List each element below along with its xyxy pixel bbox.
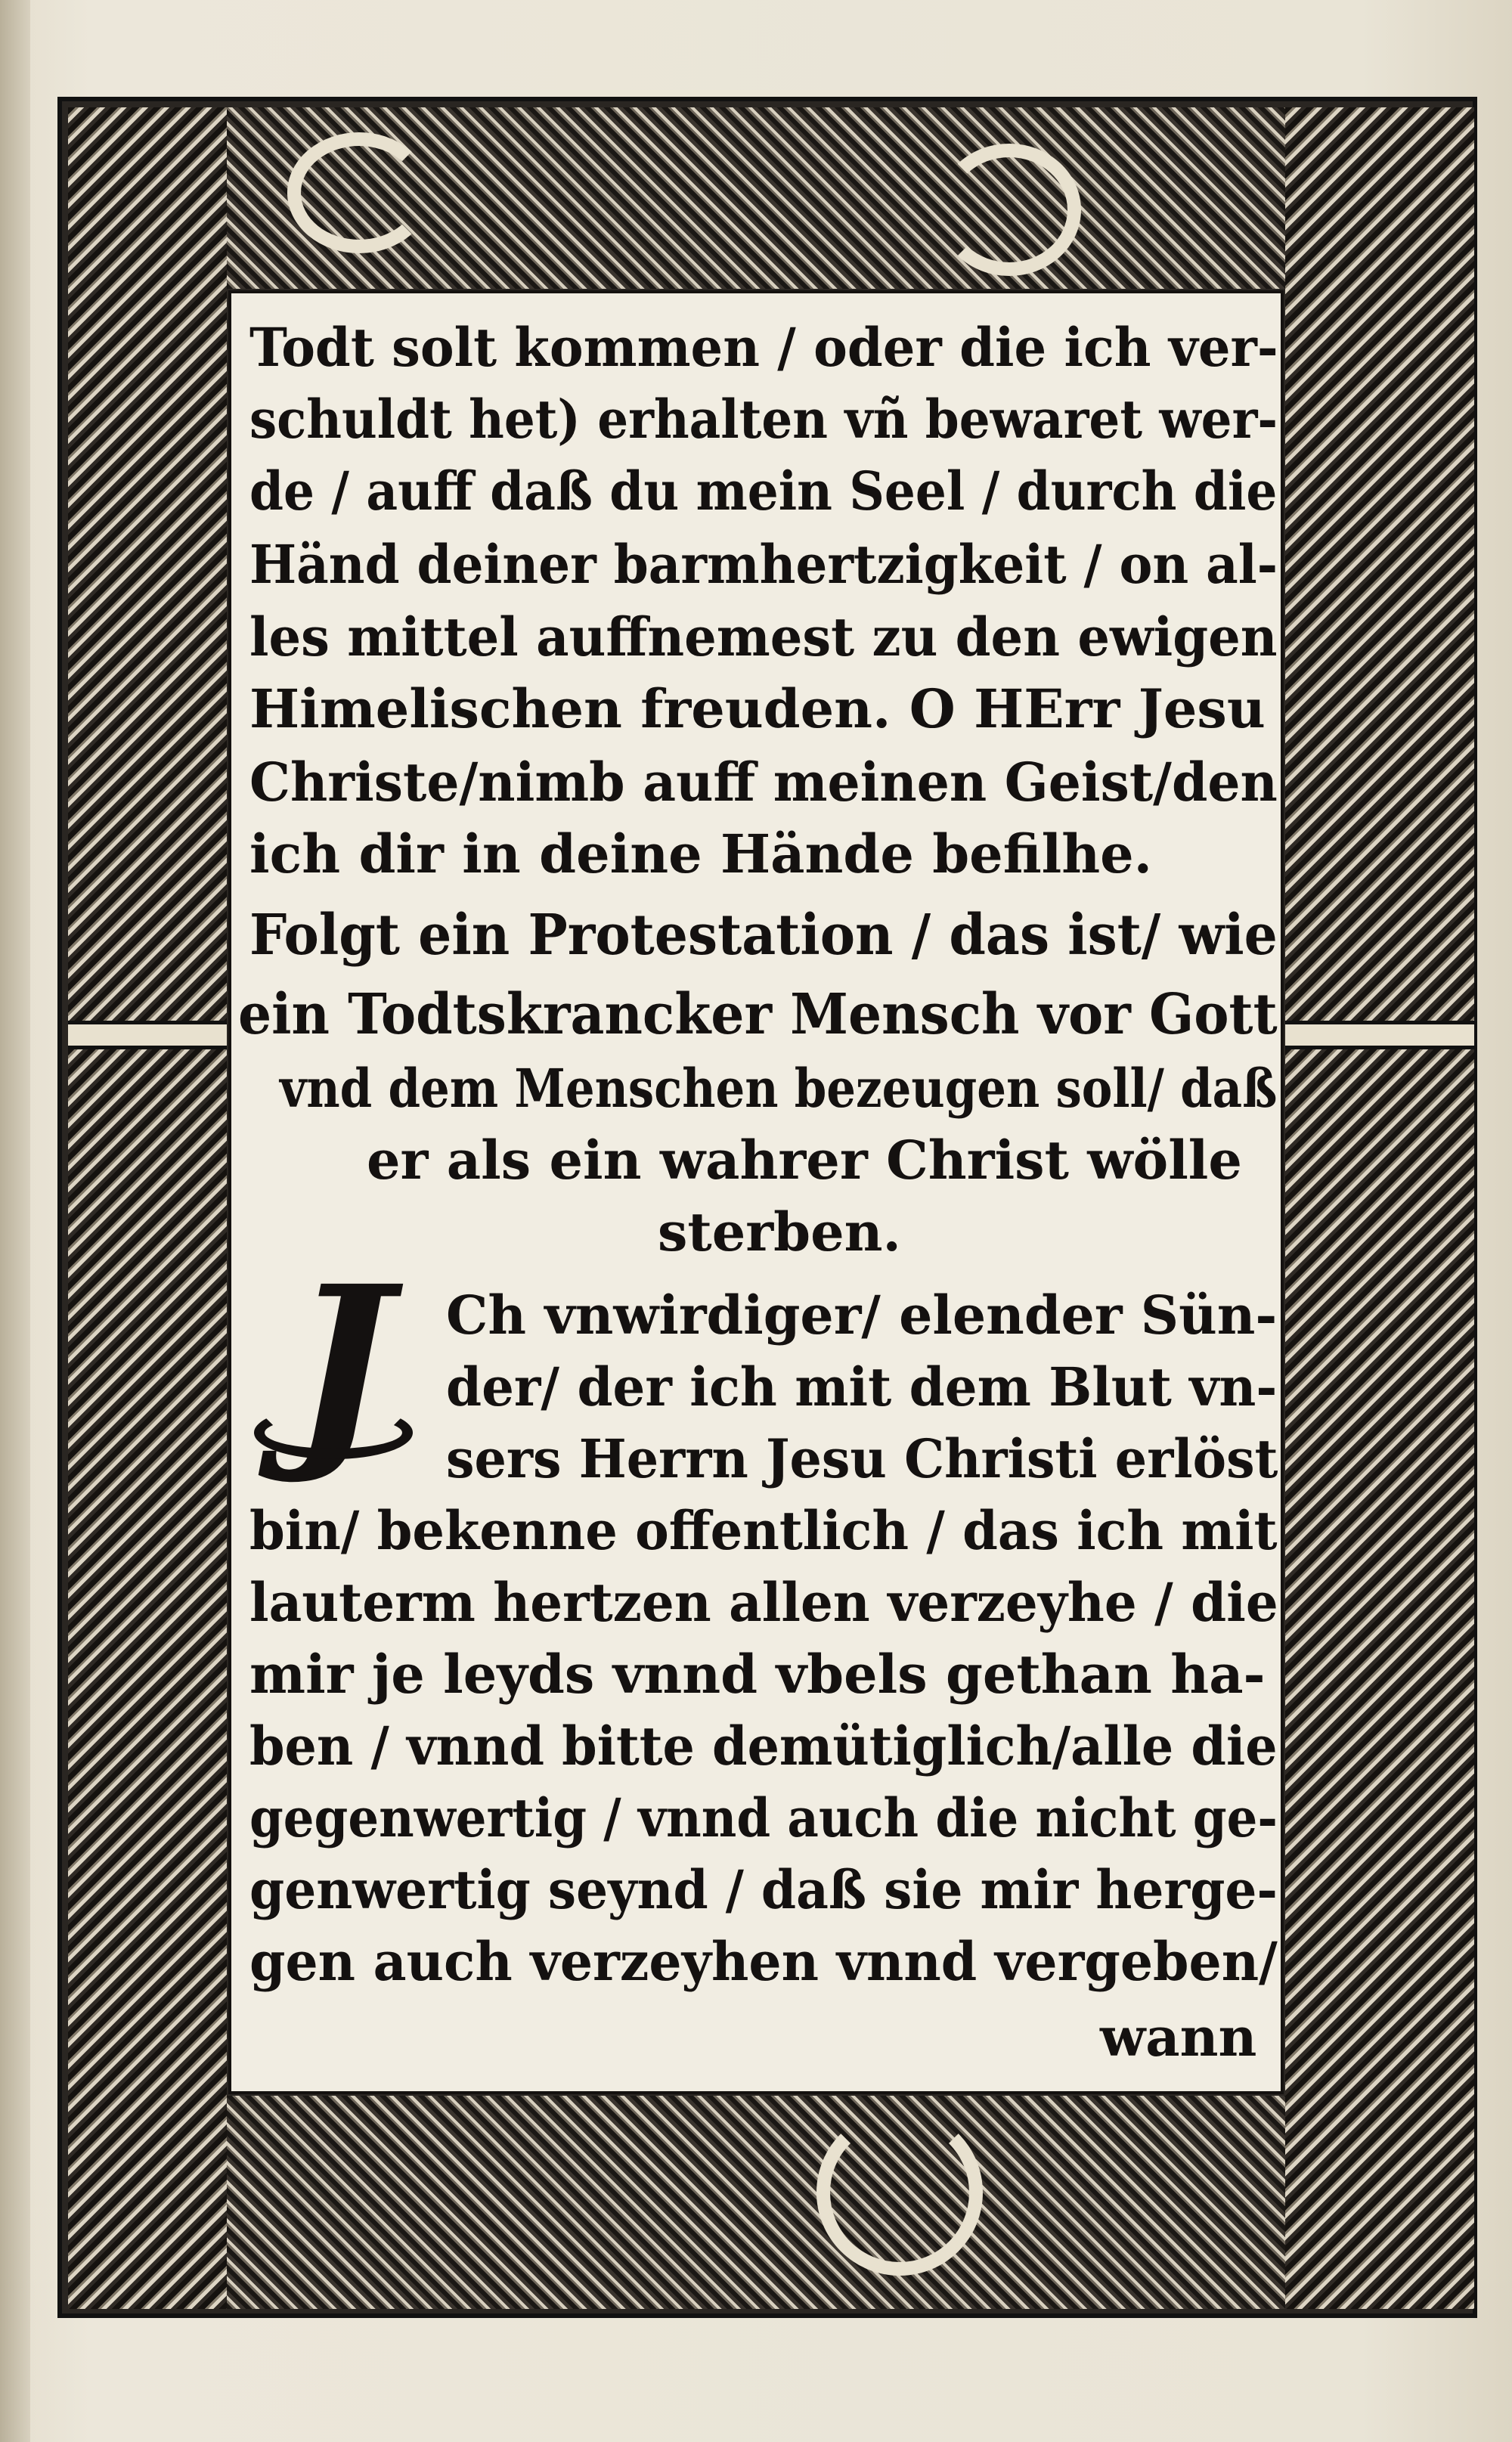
text-line: de / auff daß du mein Seel / durch die bbox=[249, 460, 1278, 522]
border-divider bbox=[1285, 1021, 1474, 1049]
section-heading-line: vnd dem Menschen bezeugen soll/ daß bbox=[280, 1057, 1278, 1120]
page-gutter bbox=[0, 0, 30, 2442]
text-line: ben / vnnd bitte demütiglich/alle die bbox=[249, 1715, 1278, 1777]
text-line: Ch vnwirdiger/ elender Sün- bbox=[446, 1284, 1278, 1347]
text-line: der/ der ich mit dem Blut vn- bbox=[446, 1356, 1278, 1418]
text-line: bin/ bekenne offentlich / das ich mit bbox=[249, 1499, 1278, 1562]
text-line: ich dir in deine Hände befilhe. bbox=[249, 823, 1152, 885]
text-line: gen auch verzeyhen vnnd vergeben/ bbox=[249, 1930, 1278, 1993]
catchword: wann bbox=[1100, 2006, 1257, 2069]
text-line: lauterm hertzen allen verzeyhe / die bbox=[249, 1571, 1278, 1634]
section-heading-line: Folgt ein Protestation / das ist/ wie bbox=[249, 903, 1278, 968]
text-line: les mittel auffnemest zu den ewigen bbox=[249, 606, 1278, 668]
section-heading-line: sterben. bbox=[658, 1201, 901, 1263]
scroll-ornament-icon bbox=[937, 144, 1081, 276]
text-line: Todt solt kommen / oder die ich ver- bbox=[249, 316, 1278, 379]
text-line: Himelischen freuden. O HErr Jesu bbox=[249, 677, 1266, 740]
text-line: Christe/nimb auff meinen Geist/den bbox=[249, 751, 1278, 813]
left-ornamental-border bbox=[68, 107, 227, 2309]
drop-cap-initial: J bbox=[291, 1240, 392, 1489]
drop-cap-flourish-icon bbox=[254, 1406, 413, 1459]
scroll-ornament-icon bbox=[287, 132, 431, 253]
text-line: schuldt het) erhalten vñ bewaret wer- bbox=[249, 388, 1278, 451]
text-line: genwertig seynd / daß sie mir herge- bbox=[249, 1858, 1278, 1921]
border-divider bbox=[68, 1021, 227, 1049]
text-line: sers Herrn Jesu Christi erlöst bbox=[446, 1427, 1278, 1490]
section-heading-line: er als ein wahrer Christ wölle bbox=[367, 1129, 1242, 1192]
right-ornamental-border bbox=[1285, 107, 1474, 2309]
section-heading-line: ein Todtskrancker Mensch vor Gott bbox=[238, 982, 1278, 1047]
text-line: gegenwertig / vnnd auch die nicht ge- bbox=[249, 1787, 1278, 1849]
scroll-ornament-icon bbox=[816, 2109, 983, 2276]
text-line: Händ deiner barmhertzigkeit / on al- bbox=[249, 533, 1278, 596]
bottom-ornamental-border bbox=[227, 2096, 1285, 2309]
text-line: mir je leyds vnnd vbels gethan ha- bbox=[249, 1643, 1266, 1706]
